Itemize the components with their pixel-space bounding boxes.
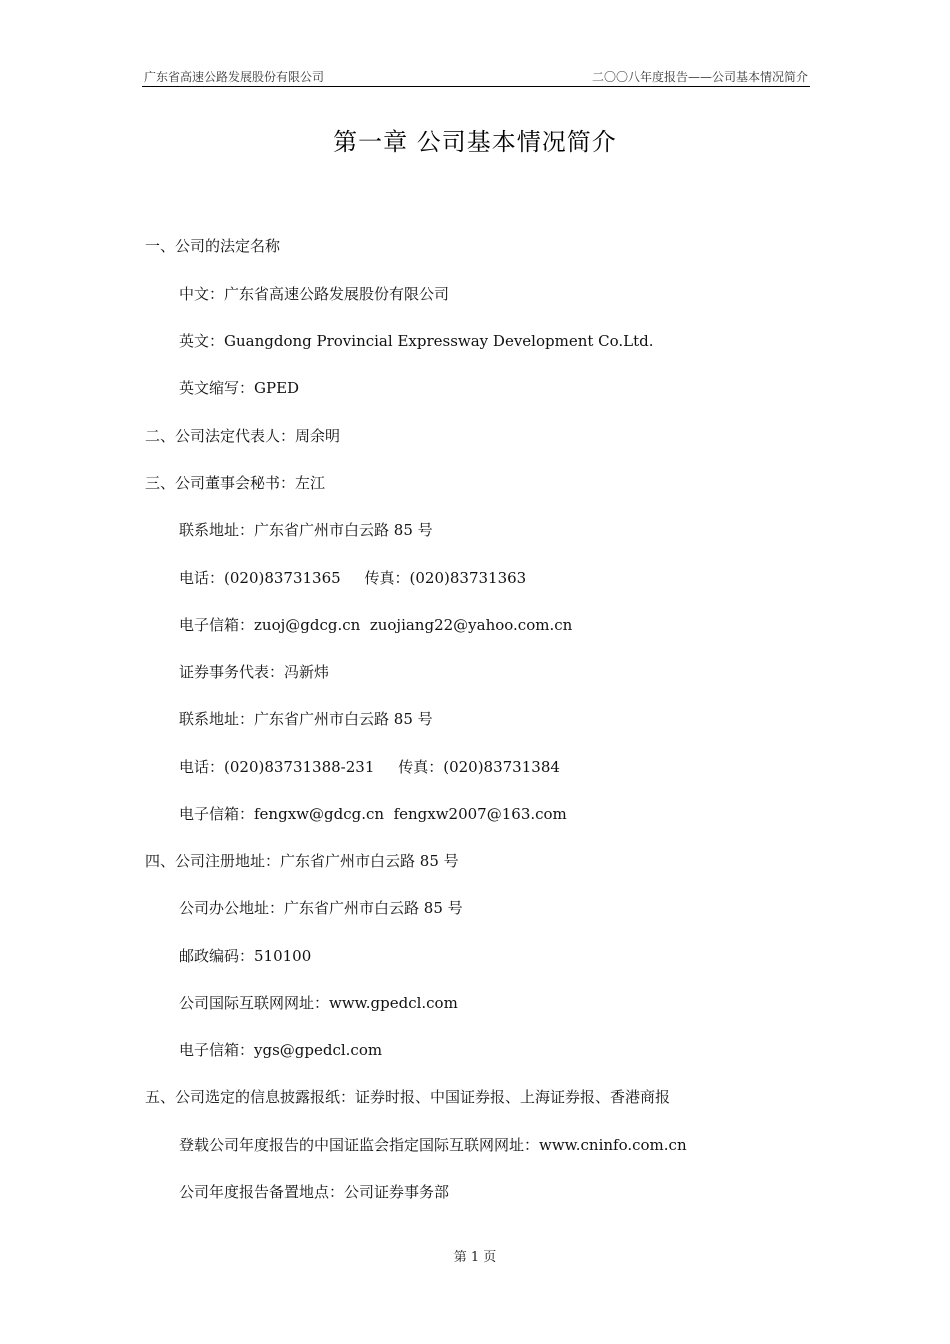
securities-rep-phone-line: 电话：(020)83731388-231 传真：(020)83731384	[179, 758, 560, 776]
report-website-line: 登载公司年度报告的中国证监会指定国际互联网网址：www.cninfo.com.cn	[179, 1136, 687, 1154]
english-abbr-line: 英文缩写：GPED	[179, 379, 300, 397]
chinese-name-line: 中文：广东省高速公路发展股份有限公司	[179, 285, 450, 303]
chapter-title: 第一章 公司基本情况简介	[333, 128, 617, 156]
securities-rep-address-line: 联系地址：广东省广州市白云路 85 号	[179, 710, 433, 728]
securities-rep-line: 证券事务代表：冯新炜	[179, 663, 330, 681]
postal-code-line: 邮政编码：510100	[179, 947, 312, 965]
section-4-registered-address: 四、公司注册地址：广东省广州市白云路 85 号	[145, 852, 459, 870]
english-name-line: 英文：Guangdong Provincial Expressway Development Co.Ltd.	[179, 332, 654, 350]
office-address-line: 公司办公地址：广东省广州市白云路 85 号	[179, 899, 463, 917]
secretary-phone-line: 电话：(020)83731365 传真：(020)83731363	[179, 569, 527, 587]
section-1-heading: 一、公司的法定名称	[145, 237, 281, 255]
securities-rep-email-line: 电子信箱：fengxw@gdcg.cn fengxw2007@163.com	[179, 805, 567, 823]
page-number: 第 1 页	[453, 1250, 497, 1265]
secretary-email-line: 电子信箱：zuoj@gdcg.cn zuojiang22@yahoo.com.cn	[179, 616, 573, 634]
secretary-address-line: 联系地址：广东省广州市白云路 85 号	[179, 521, 433, 539]
website-line: 公司国际互联网网址：www.gpedcl.com	[179, 994, 458, 1012]
section-5-newspapers: 五、公司选定的信息披露报纸：证券时报、中国证券报、上海证券报、香港商报	[145, 1088, 671, 1106]
header-company-name: 广东省高速公路发展股份有限公司	[144, 70, 325, 84]
section-2-legal-rep: 二、公司法定代表人：周余明	[145, 427, 341, 445]
header-report-title: 二〇〇八年度报告——公司基本情况简介	[591, 70, 808, 84]
report-location-line: 公司年度报告备置地点：公司证券事务部	[179, 1183, 450, 1201]
company-email-line: 电子信箱：ygs@gpedcl.com	[179, 1041, 383, 1059]
page-header	[142, 66, 810, 87]
section-3-secretary: 三、公司董事会秘书：左江	[145, 474, 326, 492]
